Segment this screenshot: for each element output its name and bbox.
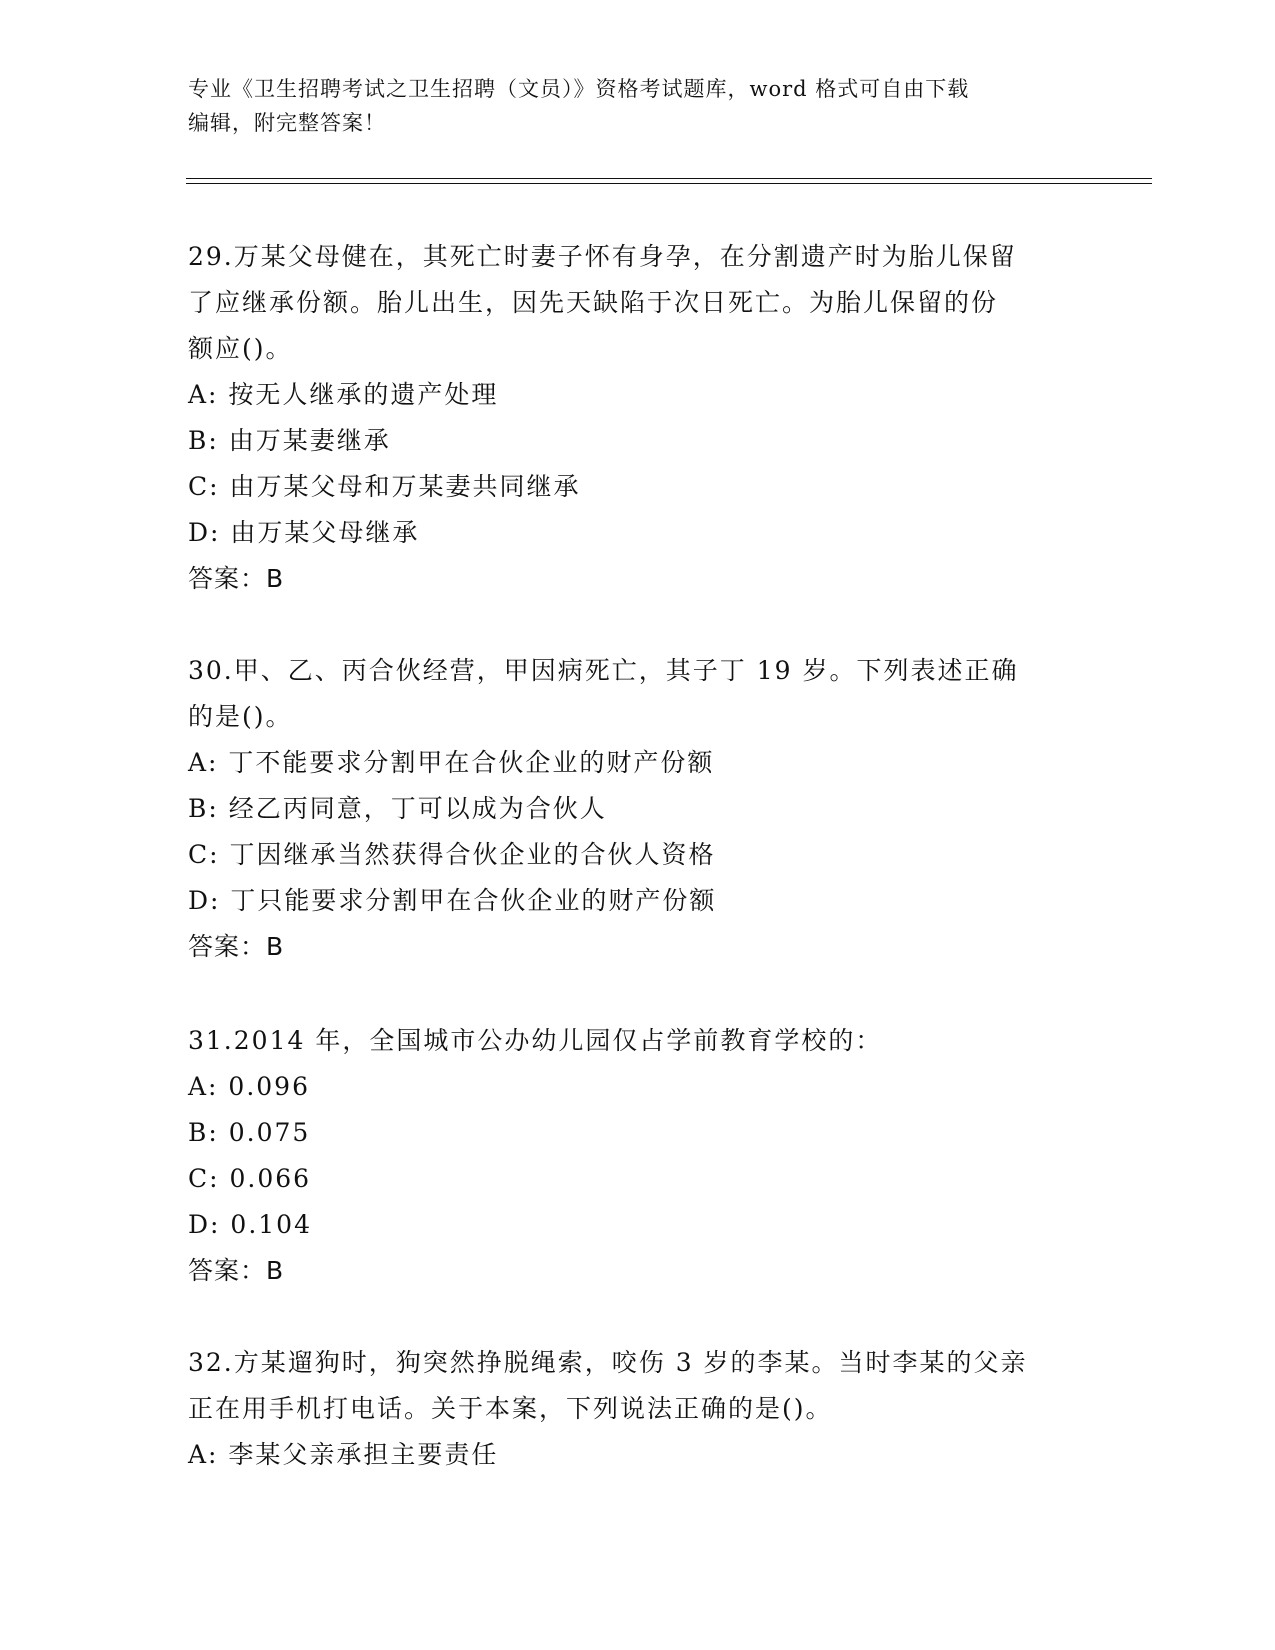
option-a: A: 丁不能要求分割甲在合伙企业的财产份额	[188, 748, 715, 777]
option-b: B: 经乙丙同意，丁可以成为合伙人	[188, 794, 607, 823]
question-stem-line: 32.方某遛狗时，狗突然挣脱绳索，咬伤 3 岁的李某。当时李某的父亲	[188, 1348, 1028, 1377]
option-b: B: 由万某妻继承	[188, 426, 391, 455]
header-divider-bottom	[186, 183, 1152, 184]
answer-line: 答案：B	[188, 1256, 285, 1285]
question-30	[188, 648, 1088, 970]
option-d: D: 丁只能要求分割甲在合伙企业的财产份额	[188, 886, 717, 915]
question-stem-line: 正在用手机打电话。关于本案，下列说法正确的是()。	[188, 1394, 833, 1423]
question-32	[188, 1340, 1088, 1478]
option-b: B: 0.075	[188, 1118, 311, 1147]
header-line-2: 编辑，附完整答案！	[188, 111, 386, 135]
option-a: A: 按无人继承的遗产处理	[188, 380, 499, 409]
question-stem-line: 额应()。	[188, 334, 293, 363]
option-d: D: 0.104	[188, 1210, 312, 1239]
question-29	[188, 234, 1088, 602]
option-c: C: 由万某父母和万某妻共同继承	[188, 472, 581, 501]
option-d: D: 由万某父母继承	[188, 518, 420, 547]
header-line-1: 专业《卫生招聘考试之卫生招聘（文员）》资格考试题库，word 格式可自由下载	[188, 77, 970, 101]
option-a: A: 李某父亲承担主要责任	[188, 1440, 499, 1469]
option-a: A: 0.096	[188, 1072, 310, 1101]
option-c: C: 丁因继承当然获得合伙企业的合伙人资格	[188, 840, 716, 869]
header-divider-top	[186, 178, 1152, 179]
question-stem-line: 30.甲、乙、丙合伙经营，甲因病死亡，其子丁 19 岁。下列表述正确	[188, 656, 1019, 685]
question-stem-line: 的是()。	[188, 702, 293, 731]
option-c: C: 0.066	[188, 1164, 312, 1193]
answer-line: 答案：B	[188, 564, 285, 593]
question-31	[188, 1018, 1088, 1294]
document-header	[188, 72, 1088, 140]
question-stem-line: 29.万某父母健在，其死亡时妻子怀有身孕，在分割遗产时为胎儿保留	[188, 242, 1017, 271]
answer-line: 答案：B	[188, 932, 285, 961]
question-stem-line: 了应继承份额。胎儿出生，因先天缺陷于次日死亡。为胎儿保留的份	[188, 288, 999, 317]
question-stem-line: 31.2014 年，全国城市公办幼儿园仅占学前教育学校的：	[188, 1026, 883, 1055]
